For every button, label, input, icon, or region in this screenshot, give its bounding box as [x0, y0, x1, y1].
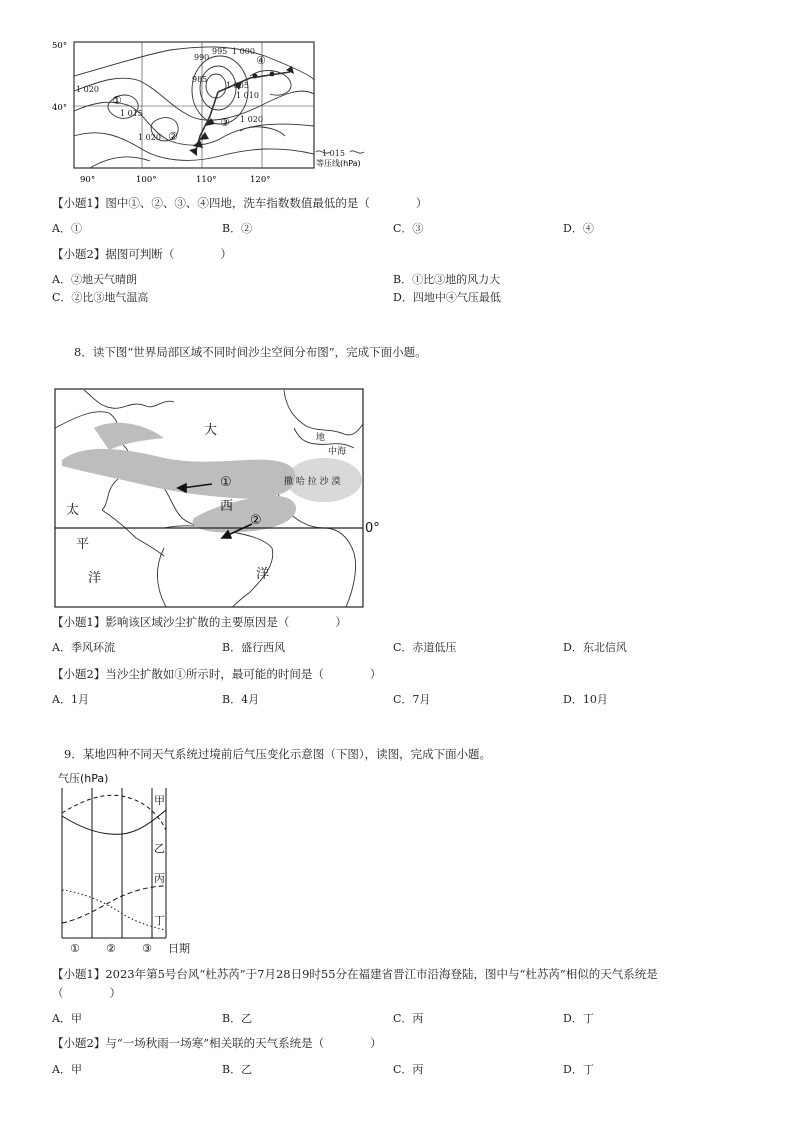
isobar-map	[50, 36, 380, 188]
q9-sub1-option-b[interactable]: B．乙	[222, 1012, 253, 1025]
series-ding	[62, 890, 166, 930]
q7-sub1-option-b[interactable]: B．②	[222, 222, 253, 235]
x-axis-label: 日期	[168, 942, 190, 955]
q9-sub1-option-a[interactable]: A．甲	[52, 1012, 82, 1025]
q9-intro: 9．某地四种不同天气系统过境前后气压变化示意图（下图），读图，完成下面小题。	[64, 747, 492, 761]
q7-sub2-option-c[interactable]: C．②比③地气温高	[52, 291, 149, 304]
isobar-label: 1 010	[236, 91, 259, 100]
q9-sub1-option-d[interactable]: D．丁	[563, 1012, 594, 1025]
mediterranean-label: 中海	[328, 447, 347, 457]
lat-40: 40°	[52, 103, 68, 113]
q7-sub1-option-c[interactable]: C．③	[393, 222, 424, 235]
isobar-label: 1 000	[232, 47, 255, 56]
q8-sub1-option-a[interactable]: A．季风环流	[52, 641, 115, 654]
y-axis-label: 气压(hPa)	[58, 772, 109, 785]
isobar-label: 1 015	[120, 109, 143, 118]
q9-sub1-stem: 【小题1】2023年第5号台风“杜苏芮”于7月28日9时55分在福建省晋江市沿海登陆，图中与“杜苏芮”相似的天气系统是	[52, 967, 658, 981]
lon-120: 120°	[250, 175, 271, 185]
q9-sub2-option-d[interactable]: D．丁	[563, 1063, 594, 1076]
q9-sub1-option-c[interactable]: C．丙	[393, 1012, 424, 1025]
lon-90: 90°	[80, 175, 96, 185]
point-1: ①	[112, 94, 122, 107]
q7-sub1-option-d[interactable]: D．④	[563, 222, 594, 235]
isobar-label: 1 020	[240, 115, 263, 124]
isobar-label: 990	[194, 53, 210, 62]
circle-label-2: ②	[250, 513, 262, 528]
pressure-chart-figure	[56, 768, 206, 958]
circle-label-1: ①	[220, 475, 232, 490]
x-tick-3: ③	[142, 942, 152, 955]
isobar-map-figure	[50, 36, 380, 188]
q8-intro: 8．读下图“世界局部区域不同时间沙尘空间分布图”，完成下面小题。	[74, 345, 427, 359]
series-yi	[62, 810, 166, 834]
ocean-label: 太	[66, 503, 80, 518]
q8-sub2-option-b[interactable]: B．4月	[222, 693, 260, 706]
ocean-label: 平	[76, 537, 90, 552]
q8-sub1-option-c[interactable]: C．赤道低压	[393, 641, 457, 654]
legend-caption: 等压线(hPa)	[316, 159, 361, 168]
ocean-label: 洋	[256, 567, 270, 582]
q8-sub2-option-a[interactable]: A．1月	[52, 693, 89, 706]
isobar-label: 1 020	[76, 85, 99, 94]
mediterranean-label: 地	[316, 433, 326, 443]
legend-value: 1 015	[322, 149, 345, 158]
q7-sub2-option-a[interactable]: A．②地天气晴朗	[52, 273, 137, 286]
dust-map	[54, 388, 384, 610]
series-label-bing: 丙	[154, 872, 165, 885]
q7-sub2-stem: 【小题2】据图可判断（ ）	[52, 247, 232, 261]
q9-sub2-option-b[interactable]: B．乙	[222, 1063, 253, 1076]
sahara-label: 撒 哈 拉 沙 漠	[284, 477, 341, 487]
equator-label: 0°	[365, 521, 380, 536]
isobar-label: 1 020	[138, 133, 161, 142]
q9-sub2-option-c[interactable]: C．丙	[393, 1063, 424, 1076]
point-2: ②	[168, 130, 178, 143]
point-3: ③	[220, 116, 230, 129]
q9-sub2-option-a[interactable]: A．甲	[52, 1063, 82, 1076]
series-label-ding: 丁	[154, 914, 165, 927]
lon-100: 100°	[136, 175, 157, 185]
q8-sub1-option-d[interactable]: D．东北信风	[563, 641, 627, 654]
q9-sub1-stem-cont: （ ）	[52, 986, 121, 1000]
q8-sub1-stem: 【小题1】影响该区域沙尘扩散的主要原因是（ ）	[52, 615, 347, 629]
q7-sub2-option-b[interactable]: B．①比③地的风力大	[393, 273, 501, 286]
ocean-label: 洋	[88, 571, 102, 586]
isobar-label: 985	[192, 75, 208, 84]
q8-sub2-option-c[interactable]: C．7月	[393, 693, 431, 706]
x-tick-1: ①	[70, 942, 80, 955]
lon-110: 110°	[196, 175, 217, 185]
q7-sub2-option-d[interactable]: D．四地中④气压最低	[393, 291, 501, 304]
dust-map-figure	[54, 388, 384, 610]
q9-sub2-stem: 【小题2】与“一场秋雨一场寒”相关联的天气系统是（ ）	[52, 1036, 382, 1050]
series-label-yi: 乙	[154, 842, 165, 855]
series-bing	[62, 886, 166, 923]
series-label-jia: 甲	[154, 794, 165, 807]
q8-sub2-stem: 【小题2】当沙尘扩散如①所示时，最可能的时间是（ ）	[52, 667, 382, 681]
isobar-label: 1 005	[226, 81, 249, 90]
q7-sub1-stem: 【小题1】图中①、②、③、④四地，洗车指数数值最低的是（ ）	[52, 196, 428, 210]
ocean-label: 西	[220, 499, 234, 514]
point-4: ④	[256, 54, 266, 67]
x-tick-2: ②	[106, 942, 116, 955]
isobar-label: 995	[212, 47, 228, 56]
lat-50: 50°	[52, 41, 68, 51]
q7-sub1-option-a[interactable]: A．①	[52, 222, 82, 235]
pressure-chart	[56, 768, 206, 958]
ocean-label: 大	[204, 423, 218, 438]
q8-sub1-option-b[interactable]: B．盛行西风	[222, 641, 286, 654]
q8-sub2-option-d[interactable]: D．10月	[563, 693, 608, 706]
